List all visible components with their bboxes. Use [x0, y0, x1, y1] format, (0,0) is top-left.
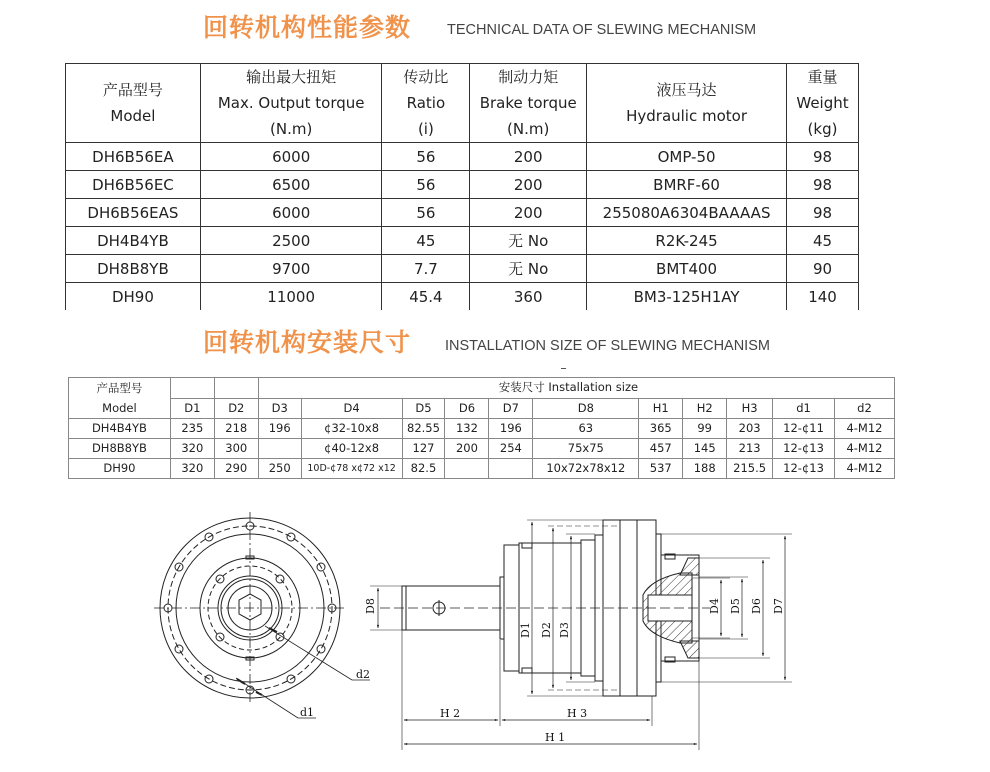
label-D2: D2	[540, 622, 553, 638]
cell-brake: 360	[470, 283, 587, 311]
cell-ratio: 45.4	[382, 283, 470, 311]
header-cn: 输出最大扭矩	[246, 68, 337, 86]
cell-weight: 98	[787, 199, 859, 227]
header-en: Ratio	[406, 94, 446, 112]
cell: 215.5	[727, 459, 773, 479]
header-d5: D5	[402, 398, 445, 419]
header-model	[69, 378, 171, 419]
label-H3: H 3	[567, 707, 588, 720]
label-H1: H 1	[545, 731, 566, 744]
cell: 300	[214, 439, 258, 459]
tech-title-en: TECHNICAL DATA OF SLEWING MECHANISM	[447, 22, 757, 38]
header-d4: D4	[301, 398, 402, 419]
header-max-output-torque	[200, 64, 382, 143]
table-row	[69, 419, 895, 439]
cell: 235	[170, 419, 214, 439]
label-d2: d2	[356, 668, 371, 681]
cell: 75x75	[533, 439, 639, 459]
cell: 10D-¢78 x¢72 x12	[301, 459, 402, 479]
cell: 213	[727, 439, 773, 459]
cell: 320	[170, 439, 214, 459]
table-row	[66, 227, 859, 255]
cell: 218	[214, 419, 258, 439]
label-D5: D5	[729, 598, 742, 614]
header-en: Max. Output torque	[217, 94, 365, 112]
header-d6: D6	[445, 398, 489, 419]
cell: 12-¢13	[773, 439, 835, 459]
cell-model: DH6B56EA	[66, 143, 201, 171]
install-title-en: INSTALLATION SIZE OF SLEWING MECHANISM	[445, 338, 770, 354]
header-small-d1: d1	[773, 398, 835, 419]
cell: 200	[445, 439, 489, 459]
cell-ratio: 56	[382, 143, 470, 171]
cell-torque: 6500	[200, 171, 382, 199]
front-view	[154, 512, 370, 719]
cell: 188	[683, 459, 727, 479]
header-d8: D8	[533, 398, 639, 419]
header-cn: 制动力矩	[498, 68, 559, 86]
header-unit: (N.m)	[270, 120, 313, 138]
cell: 290	[214, 459, 258, 479]
cell-brake: 无 No	[470, 255, 587, 283]
tech-section-title	[203, 8, 756, 44]
technical-data-table	[65, 63, 859, 310]
table-header-row	[69, 378, 895, 399]
cell-weight: 98	[787, 171, 859, 199]
cell: 320	[170, 459, 214, 479]
header-unit: (N.m)	[507, 120, 550, 138]
cell: 10x72x78x12	[533, 459, 639, 479]
cell: 63	[533, 419, 639, 439]
header-unit: (kg)	[807, 120, 838, 138]
cell-torque: 6000	[200, 199, 382, 227]
cell-ratio: 45	[382, 227, 470, 255]
cell	[489, 459, 533, 479]
header-cn: 产品型号	[102, 81, 163, 99]
cell-brake: 无 No	[470, 227, 587, 255]
label-H2: H 2	[440, 707, 461, 720]
header-d2: D2	[214, 398, 258, 419]
cell: ¢32-10x8	[301, 419, 402, 439]
header-blank	[170, 378, 214, 399]
cell-motor: BM3-125H1AY	[587, 283, 787, 311]
header-h1: H1	[639, 398, 683, 419]
cell-motor: BMRF-60	[587, 171, 787, 199]
table-header-row	[66, 64, 859, 143]
installation-size-table	[68, 377, 895, 479]
label-D7: D7	[772, 598, 785, 614]
header-model	[66, 64, 201, 143]
header-d1: D1	[170, 398, 214, 419]
header-en: Brake torque	[479, 94, 577, 112]
label-D3: D3	[558, 622, 571, 638]
header-d7: D7	[489, 398, 533, 419]
cell-model: DH8B8YB	[66, 255, 201, 283]
cell: 4-M12	[834, 439, 894, 459]
cell	[445, 459, 489, 479]
cell	[258, 439, 301, 459]
cell-ratio: 7.7	[382, 255, 470, 283]
header-blank	[214, 378, 258, 399]
header-d3: D3	[258, 398, 301, 419]
header-brake-torque	[470, 64, 587, 143]
stray-dash	[561, 368, 566, 369]
header-cn: 产品型号	[96, 381, 143, 395]
cell: 4-M12	[834, 459, 894, 479]
cell-torque: 2500	[200, 227, 382, 255]
header-cn: 重量	[807, 68, 838, 86]
table-row	[66, 171, 859, 199]
side-view	[364, 520, 792, 750]
cell: 12-¢11	[773, 419, 835, 439]
table-row	[66, 199, 859, 227]
cell: 250	[258, 459, 301, 479]
cell-torque: 11000	[200, 283, 382, 311]
header-installation-size: 安装尺寸 Installation size	[258, 378, 894, 399]
cell-brake: 200	[470, 143, 587, 171]
header-cn: 液压马达	[656, 81, 717, 99]
cell: 145	[683, 439, 727, 459]
cell-weight: 45	[787, 227, 859, 255]
label-D8: D8	[364, 598, 377, 614]
header-en: Weight	[796, 94, 849, 112]
cell: ¢40-12x8	[301, 439, 402, 459]
cell-model: DH6B56EAS	[66, 199, 201, 227]
cell-ratio: 56	[382, 199, 470, 227]
cell-model: DH90	[66, 283, 201, 311]
cell: 196	[258, 419, 301, 439]
cell: 82.55	[402, 419, 445, 439]
label-D1: D1	[519, 622, 532, 638]
cell-weight: 90	[787, 255, 859, 283]
cell-model: DH4B4YB	[69, 419, 171, 439]
cell-motor: R2K-245	[587, 227, 787, 255]
table-row	[66, 283, 859, 311]
header-ratio	[382, 64, 470, 143]
cell-motor: 255080A6304BAAAAS	[587, 199, 787, 227]
cell: 99	[683, 419, 727, 439]
cell-torque: 9700	[200, 255, 382, 283]
cell-brake: 200	[470, 171, 587, 199]
cell: 132	[445, 419, 489, 439]
cell: 254	[489, 439, 533, 459]
tech-title-cn: 回转机构性能参数	[203, 13, 412, 42]
cell: 127	[402, 439, 445, 459]
table-row	[66, 255, 859, 283]
cell-model: DH4B4YB	[66, 227, 201, 255]
label-D4: D4	[708, 598, 721, 614]
cell: 4-M12	[834, 419, 894, 439]
header-en: Hydraulic motor	[626, 107, 748, 125]
technical-drawing	[150, 500, 800, 765]
header-small-d2: d2	[834, 398, 894, 419]
cell: 203	[727, 419, 773, 439]
cell-brake: 200	[470, 199, 587, 227]
header-en: Model	[102, 401, 137, 415]
cell-motor: BMT400	[587, 255, 787, 283]
header-hydraulic-motor	[587, 64, 787, 143]
cell-weight: 140	[787, 283, 859, 311]
table-row	[66, 143, 859, 171]
table-row	[69, 459, 895, 479]
header-cn: 传动比	[403, 68, 449, 86]
cell: 457	[639, 439, 683, 459]
cell-motor: OMP-50	[587, 143, 787, 171]
install-title-cn: 回转机构安装尺寸	[203, 328, 412, 357]
table-row	[69, 439, 895, 459]
cell: 196	[489, 419, 533, 439]
header-h3: H3	[727, 398, 773, 419]
cell-torque: 6000	[200, 143, 382, 171]
header-en: Model	[110, 107, 156, 125]
cell-model: DH90	[69, 459, 171, 479]
install-section-title	[203, 323, 770, 359]
cell-model: DH8B8YB	[69, 439, 171, 459]
header-h2: H2	[683, 398, 727, 419]
cell: 12-¢13	[773, 459, 835, 479]
cell: 365	[639, 419, 683, 439]
label-D6: D6	[750, 598, 763, 614]
cell: 537	[639, 459, 683, 479]
header-weight	[787, 64, 859, 143]
table-subheader-row	[69, 398, 895, 419]
label-d1: d1	[300, 706, 315, 719]
cell-ratio: 56	[382, 171, 470, 199]
header-unit: (i)	[417, 120, 434, 138]
cell-weight: 98	[787, 143, 859, 171]
cell: 82.5	[402, 459, 445, 479]
cell-model: DH6B56EC	[66, 171, 201, 199]
